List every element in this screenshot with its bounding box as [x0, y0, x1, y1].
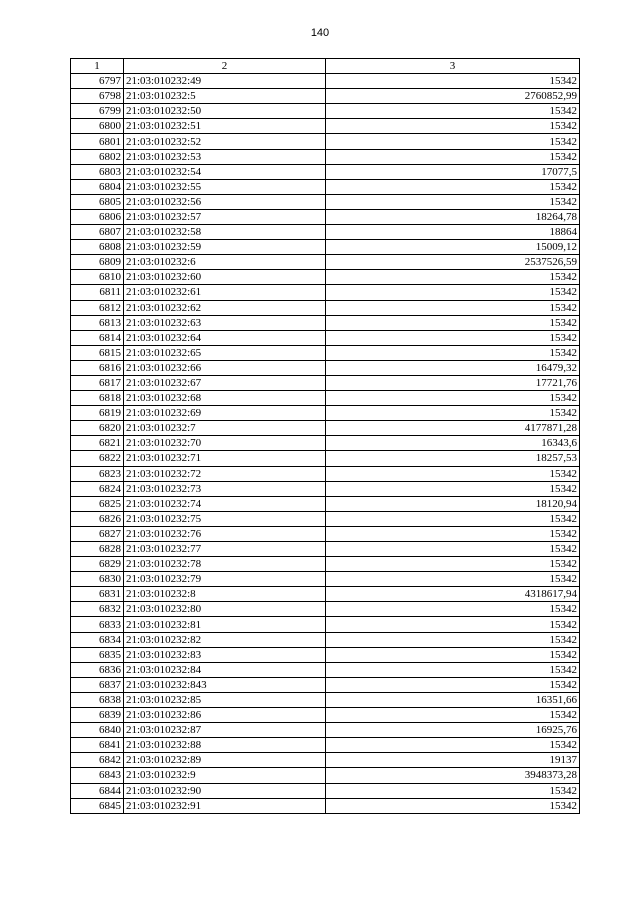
- table-row: [71, 300, 580, 315]
- cadastral-value: 15342: [326, 511, 580, 526]
- table-row: [71, 164, 580, 179]
- cadastral-value: 15009,12: [326, 240, 580, 255]
- cadastral-number: 21:03:010232:62: [124, 300, 326, 315]
- row-number: 6840: [71, 723, 124, 738]
- row-number: 6816: [71, 360, 124, 375]
- row-number: 6844: [71, 783, 124, 798]
- cadastral-number: 21:03:010232:65: [124, 345, 326, 360]
- table-row: [71, 587, 580, 602]
- cadastral-value: 15342: [326, 285, 580, 300]
- table-row: [71, 74, 580, 89]
- table-row: [71, 391, 580, 406]
- cadastral-number: 21:03:010232:49: [124, 74, 326, 89]
- cadastral-number: 21:03:010232:61: [124, 285, 326, 300]
- table-row: [71, 330, 580, 345]
- header-row: [71, 59, 580, 74]
- row-number: 6802: [71, 149, 124, 164]
- row-number: 6821: [71, 436, 124, 451]
- row-number: 6815: [71, 345, 124, 360]
- row-number: 6842: [71, 753, 124, 768]
- cadastral-number: 21:03:010232:79: [124, 572, 326, 587]
- row-number: 6798: [71, 89, 124, 104]
- table-row: [71, 375, 580, 390]
- cadastral-number: 21:03:010232:6: [124, 255, 326, 270]
- column-header-value: 3: [326, 59, 580, 74]
- table-row: [71, 209, 580, 224]
- cadastral-number: 21:03:010232:57: [124, 209, 326, 224]
- cadastral-number: 21:03:010232:5: [124, 89, 326, 104]
- cadastral-value: 16343,6: [326, 436, 580, 451]
- table-row: [71, 104, 580, 119]
- cadastral-number: 21:03:010232:87: [124, 723, 326, 738]
- table-row: [71, 194, 580, 209]
- cadastral-number: 21:03:010232:55: [124, 179, 326, 194]
- table-row: [71, 677, 580, 692]
- row-number: 6823: [71, 466, 124, 481]
- row-number: 6824: [71, 481, 124, 496]
- row-number: 6841: [71, 738, 124, 753]
- table-body: [71, 74, 580, 814]
- cadastral-number: 21:03:010232:91: [124, 798, 326, 813]
- cadastral-number: 21:03:010232:52: [124, 134, 326, 149]
- cadastral-number: 21:03:010232:83: [124, 647, 326, 662]
- table-row: [71, 496, 580, 511]
- cadastral-value: 15342: [326, 647, 580, 662]
- cadastral-value: 2537526,59: [326, 255, 580, 270]
- cadastral-value: 15342: [326, 542, 580, 557]
- cadastral-number: 21:03:010232:76: [124, 526, 326, 541]
- table-row: [71, 481, 580, 496]
- table-row: [71, 602, 580, 617]
- cadastral-number: 21:03:010232:58: [124, 225, 326, 240]
- row-number: 6799: [71, 104, 124, 119]
- cadastral-value: 2760852,99: [326, 89, 580, 104]
- table-row: [71, 542, 580, 557]
- cadastral-number: 21:03:010232:843: [124, 677, 326, 692]
- cadastral-value: 18120,94: [326, 496, 580, 511]
- cadastral-value: 16351,66: [326, 692, 580, 707]
- row-number: 6803: [71, 164, 124, 179]
- row-number: 6826: [71, 511, 124, 526]
- cadastral-value-table: [70, 58, 580, 814]
- table-row: [71, 708, 580, 723]
- cadastral-value: 15342: [326, 466, 580, 481]
- cadastral-value: 15342: [326, 300, 580, 315]
- cadastral-value: 18257,53: [326, 451, 580, 466]
- cadastral-value: 15342: [326, 74, 580, 89]
- cadastral-value: 3948373,28: [326, 768, 580, 783]
- table-row: [71, 451, 580, 466]
- cadastral-number: 21:03:010232:75: [124, 511, 326, 526]
- table-row: [71, 179, 580, 194]
- table-row: [71, 572, 580, 587]
- cadastral-number: 21:03:010232:77: [124, 542, 326, 557]
- cadastral-value: 15342: [326, 134, 580, 149]
- table-row: [71, 466, 580, 481]
- row-number: 6806: [71, 209, 124, 224]
- row-number: 6833: [71, 617, 124, 632]
- cadastral-value: 15342: [326, 391, 580, 406]
- cadastral-number: 21:03:010232:69: [124, 406, 326, 421]
- cadastral-value: 17721,76: [326, 375, 580, 390]
- table-row: [71, 134, 580, 149]
- cadastral-value: 15342: [326, 557, 580, 572]
- cadastral-value: 15342: [326, 662, 580, 677]
- cadastral-number: 21:03:010232:7: [124, 421, 326, 436]
- cadastral-number: 21:03:010232:73: [124, 481, 326, 496]
- cadastral-value: 15342: [326, 194, 580, 209]
- cadastral-value: 17077,5: [326, 164, 580, 179]
- row-number: 6837: [71, 677, 124, 692]
- table-row: [71, 662, 580, 677]
- cadastral-number: 21:03:010232:8: [124, 587, 326, 602]
- cadastral-value: 16479,32: [326, 360, 580, 375]
- table-row: [71, 557, 580, 572]
- table-row: [71, 783, 580, 798]
- row-number: 6819: [71, 406, 124, 421]
- row-number: 6814: [71, 330, 124, 345]
- row-number: 6845: [71, 798, 124, 813]
- row-number: 6831: [71, 587, 124, 602]
- row-number: 6829: [71, 557, 124, 572]
- row-number: 6838: [71, 692, 124, 707]
- cadastral-number: 21:03:010232:90: [124, 783, 326, 798]
- table-row: [71, 360, 580, 375]
- cadastral-value: 18264,78: [326, 209, 580, 224]
- cadastral-value: 15342: [326, 526, 580, 541]
- cadastral-number: 21:03:010232:50: [124, 104, 326, 119]
- cadastral-number: 21:03:010232:74: [124, 496, 326, 511]
- table-row: [71, 149, 580, 164]
- cadastral-value: 15342: [326, 572, 580, 587]
- cadastral-value: 16925,76: [326, 723, 580, 738]
- cadastral-number: 21:03:010232:67: [124, 375, 326, 390]
- table-row: [71, 632, 580, 647]
- row-number: 6797: [71, 74, 124, 89]
- cadastral-number: 21:03:010232:78: [124, 557, 326, 572]
- cadastral-value: 4318617,94: [326, 587, 580, 602]
- row-number: 6812: [71, 300, 124, 315]
- cadastral-number: 21:03:010232:64: [124, 330, 326, 345]
- cadastral-number: 21:03:010232:66: [124, 360, 326, 375]
- cadastral-value: 15342: [326, 783, 580, 798]
- row-number: 6843: [71, 768, 124, 783]
- cadastral-number: 21:03:010232:84: [124, 662, 326, 677]
- row-number: 6805: [71, 194, 124, 209]
- row-number: 6801: [71, 134, 124, 149]
- table-row: [71, 768, 580, 783]
- cadastral-number: 21:03:010232:63: [124, 315, 326, 330]
- cadastral-number: 21:03:010232:59: [124, 240, 326, 255]
- row-number: 6809: [71, 255, 124, 270]
- row-number: 6839: [71, 708, 124, 723]
- cadastral-number: 21:03:010232:60: [124, 270, 326, 285]
- table-row: [71, 723, 580, 738]
- cadastral-value: 15342: [326, 602, 580, 617]
- cadastral-value: 15342: [326, 708, 580, 723]
- table-row: [71, 526, 580, 541]
- row-number: 6818: [71, 391, 124, 406]
- table-row: [71, 240, 580, 255]
- cadastral-number: 21:03:010232:72: [124, 466, 326, 481]
- row-number: 6835: [71, 647, 124, 662]
- cadastral-value: 15342: [326, 104, 580, 119]
- table-row: [71, 738, 580, 753]
- cadastral-value: 15342: [326, 406, 580, 421]
- row-number: 6808: [71, 240, 124, 255]
- table-row: [71, 255, 580, 270]
- row-number: 6804: [71, 179, 124, 194]
- table-row: [71, 692, 580, 707]
- row-number: 6825: [71, 496, 124, 511]
- table-row: [71, 421, 580, 436]
- cadastral-value: 15342: [326, 345, 580, 360]
- cadastral-number: 21:03:010232:81: [124, 617, 326, 632]
- row-number: 6820: [71, 421, 124, 436]
- table-row: [71, 406, 580, 421]
- table-row: [71, 119, 580, 134]
- table-row: [71, 345, 580, 360]
- table-header: [71, 59, 580, 74]
- table-row: [71, 225, 580, 240]
- table-row: [71, 436, 580, 451]
- cadastral-number: 21:03:010232:86: [124, 708, 326, 723]
- row-number: 6834: [71, 632, 124, 647]
- cadastral-value: 15342: [326, 632, 580, 647]
- table-row: [71, 798, 580, 813]
- cadastral-number: 21:03:010232:54: [124, 164, 326, 179]
- cadastral-number: 21:03:010232:80: [124, 602, 326, 617]
- row-number: 6830: [71, 572, 124, 587]
- cadastral-value: 15342: [326, 330, 580, 345]
- cadastral-number: 21:03:010232:68: [124, 391, 326, 406]
- row-number: 6836: [71, 662, 124, 677]
- cadastral-value: 15342: [326, 270, 580, 285]
- cadastral-value: 15342: [326, 677, 580, 692]
- row-number: 6828: [71, 542, 124, 557]
- page-number: 140: [310, 27, 330, 39]
- cadastral-number: 21:03:010232:51: [124, 119, 326, 134]
- row-number: 6813: [71, 315, 124, 330]
- cadastral-number: 21:03:010232:85: [124, 692, 326, 707]
- row-number: 6810: [71, 270, 124, 285]
- cadastral-value: 15342: [326, 119, 580, 134]
- cadastral-value: 19137: [326, 753, 580, 768]
- table-row: [71, 617, 580, 632]
- cadastral-number: 21:03:010232:56: [124, 194, 326, 209]
- cadastral-value: 4177871,28: [326, 421, 580, 436]
- row-number: 6822: [71, 451, 124, 466]
- table-row: [71, 315, 580, 330]
- table-row: [71, 89, 580, 104]
- cadastral-number: 21:03:010232:53: [124, 149, 326, 164]
- table-row: [71, 647, 580, 662]
- cadastral-number: 21:03:010232:70: [124, 436, 326, 451]
- cadastral-value: 15342: [326, 149, 580, 164]
- cadastral-value: 15342: [326, 315, 580, 330]
- cadastral-value: 15342: [326, 179, 580, 194]
- cadastral-number: 21:03:010232:82: [124, 632, 326, 647]
- table-row: [71, 285, 580, 300]
- row-number: 6807: [71, 225, 124, 240]
- cadastral-value: 15342: [326, 738, 580, 753]
- table-row: [71, 511, 580, 526]
- cadastral-value: 15342: [326, 617, 580, 632]
- row-number: 6800: [71, 119, 124, 134]
- row-number: 6827: [71, 526, 124, 541]
- table-row: [71, 270, 580, 285]
- row-number: 6817: [71, 375, 124, 390]
- row-number: 6832: [71, 602, 124, 617]
- cadastral-value: 15342: [326, 481, 580, 496]
- cadastral-number: 21:03:010232:71: [124, 451, 326, 466]
- cadastral-value: 18864: [326, 225, 580, 240]
- column-header-cadastral-number: 2: [124, 59, 326, 74]
- cadastral-number: 21:03:010232:89: [124, 753, 326, 768]
- cadastral-number: 21:03:010232:88: [124, 738, 326, 753]
- column-header-number: 1: [71, 59, 124, 74]
- cadastral-value: 15342: [326, 798, 580, 813]
- cadastral-number: 21:03:010232:9: [124, 768, 326, 783]
- table-row: [71, 753, 580, 768]
- row-number: 6811: [71, 285, 124, 300]
